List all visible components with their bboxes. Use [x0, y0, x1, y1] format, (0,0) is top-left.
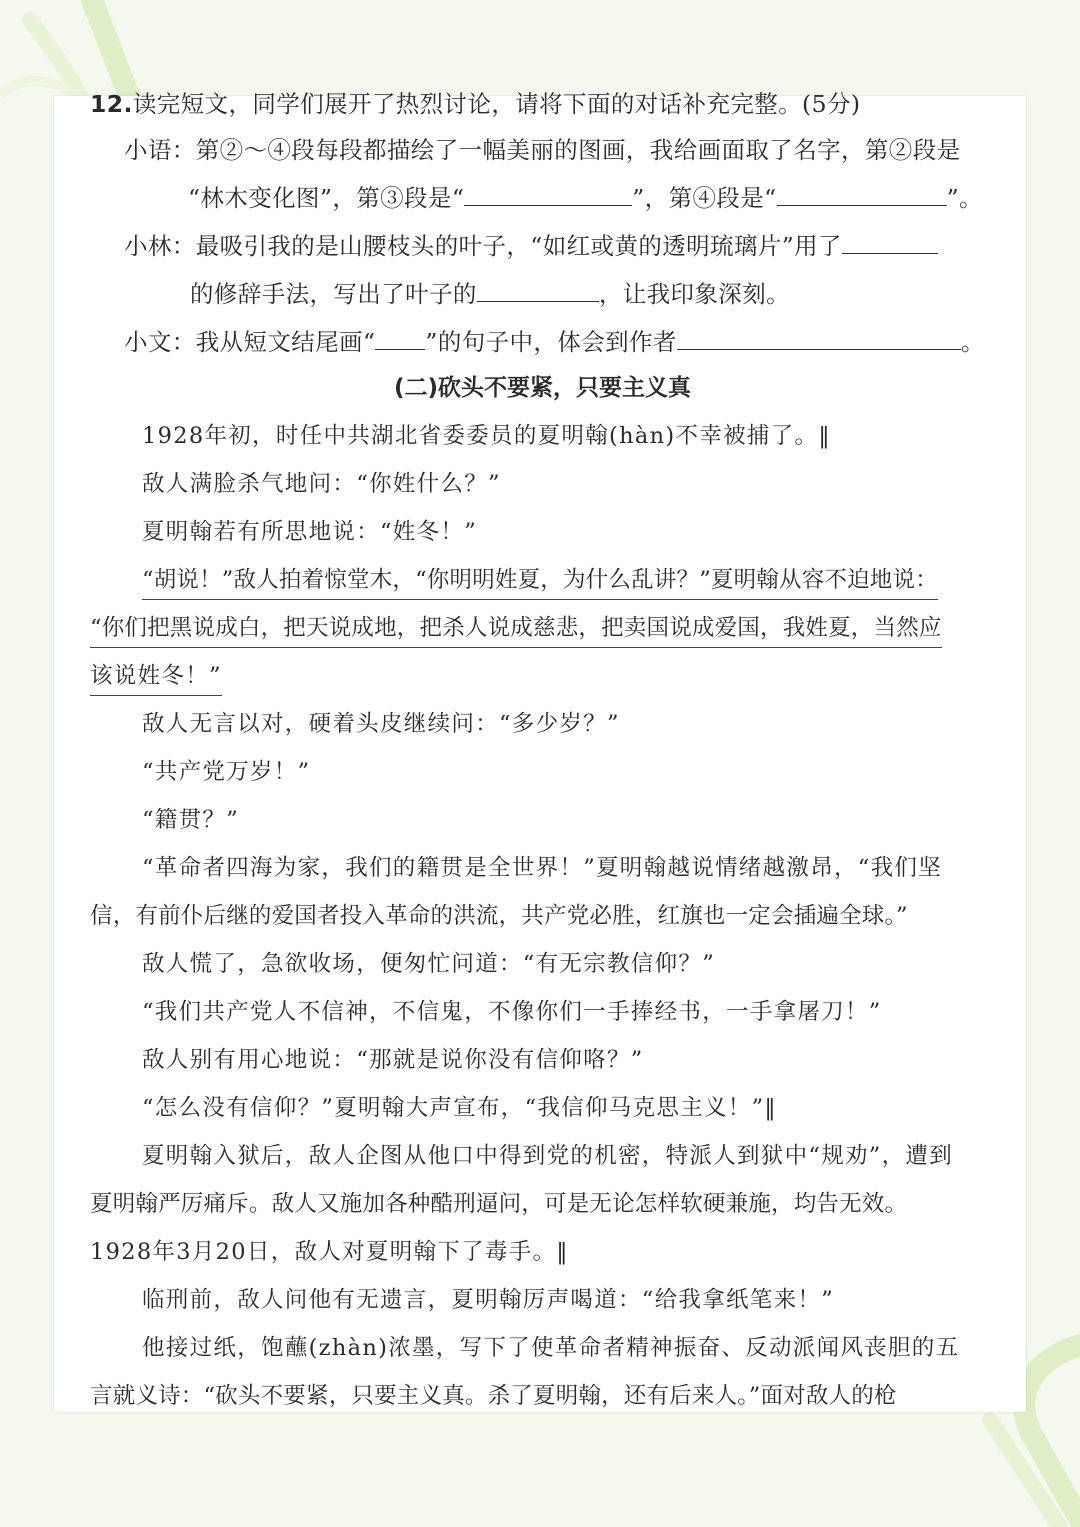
speaker-xiaoyu: 小语： [124, 136, 196, 164]
answer-blank-paragraph-4[interactable] [777, 183, 947, 206]
passage-line-underlined [90, 660, 222, 692]
passage-line: 夏明翰入狱后，敌人企图从他口中得到党的机密，特派人到狱中“规劝”，遭到 [142, 1143, 954, 1169]
xiaoyu-text-3: ”，第④段是“ [632, 184, 777, 212]
answer-blank-leaf-feature[interactable] [477, 279, 599, 302]
passage-line: “我们共产党人不信神，不信鬼，不像你们一手捧经书，一手拿屠刀！” [142, 999, 882, 1025]
xiaoyu-text-1: 第②～④段每段都描绘了一幅美丽的图画，我给画面取了名字，第②段是 [195, 136, 961, 164]
underlined-sentence: “胡说！”敌人拍着惊堂木，“你明明姓夏，为什么乱讲？”夏明翰从容不迫地说： [142, 567, 938, 600]
passage-line: 他接过纸，饱蘸(zhàn)浓墨，写下了使革命者精神振奋、反动派闻风丧胆的五 [142, 1335, 960, 1361]
passage-line: 夏明翰若有所思地说：“姓冬！” [142, 519, 478, 545]
passage-line: “籍贯？” [142, 807, 240, 833]
question-text: 读完短文，同学们展开了热烈讨论，请将下面的对话补充完整。(5分) [132, 90, 861, 118]
answer-blank-sentence[interactable] [375, 327, 425, 350]
passage-line: “革命者四海为家，我们的籍贯是全世界！”夏明翰越说情绪越激昂，“我们坚 [142, 855, 943, 881]
passage-line: 信，有前仆后继的爱国者投入革命的洪流，共产党必胜，红旗也一定会插遍全球。” [90, 903, 908, 929]
xiaolin-text-3: ，让我印象深刻。 [598, 280, 791, 308]
xiaowen-line [124, 326, 985, 358]
answer-blank-author-feeling[interactable] [677, 327, 961, 350]
passage-title: (二)砍头不要紧，只要主义真 [393, 375, 692, 401]
passage-line: 敌人别有用心地说：“那就是说你没有信仰咯？” [142, 1047, 644, 1073]
xiaolin-text-2: 的修辞手法，写出了叶子的 [190, 280, 477, 308]
xiaolin-line-2 [190, 278, 790, 310]
xiaoyu-line-2 [188, 182, 983, 214]
passage-line: “共产党万岁！” [142, 759, 311, 785]
answer-blank-paragraph-3[interactable] [464, 183, 632, 206]
passage-line: 敌人慌了，急欲收场，便匆忙问道：“有无宗教信仰？” [142, 951, 716, 977]
xiaowen-text-2: ”的句子中，体会到作者 [425, 328, 677, 356]
xiaolin-line-1 [124, 230, 938, 262]
xiaolin-text-1: 最吸引我的是山腰枝头的叶子，“如红或黄的透明琉璃片”用了 [195, 232, 842, 260]
passage-line: “怎么没有信仰？”夏明翰大声宣布，“我信仰马克思主义！”‖ [142, 1095, 777, 1121]
xiaowen-text-3: 。 [960, 328, 985, 356]
passage-line: 言就义诗：“砍头不要紧，只要主义真。杀了夏明翰，还有后来人。”面对敌人的枪 [90, 1383, 897, 1409]
passage-line: 夏明翰严厉痛斥。敌人又施加各种酷刑逼问，可是无论怎样软硬兼施，均告无效。 [90, 1191, 908, 1217]
passage-line-underlined [142, 564, 938, 596]
question-12-prompt [90, 88, 860, 120]
passage-line: 1928年初，时任中共湖北省委委员的夏明翰(hàn)不幸被捕了。‖ [142, 423, 831, 449]
xiaoyu-line-1 [124, 134, 961, 166]
xiaoyu-text-2: “林木变化图”，第③段是“ [188, 184, 465, 212]
xiaoyu-text-4: ”。 [946, 184, 983, 212]
question-number: 12. [90, 90, 133, 118]
speaker-xiaowen: 小文： [124, 328, 196, 356]
passage-line-underlined [90, 612, 942, 644]
underlined-sentence: “你们把黑说成白，把天说成地，把杀人说成慈悲，把卖国说成爱国，我姓夏，当然应 [90, 615, 942, 648]
xiaowen-text-1: 我从短文结尾画“ [195, 328, 376, 356]
passage-line: 敌人无言以对，硬着头皮继续问：“多少岁？” [142, 711, 620, 737]
passage-line: 1928年3月20日，敌人对夏明翰下了毒手。‖ [90, 1239, 569, 1265]
passage-line: 临刑前，敌人问他有无遗言，夏明翰厉声喝道：“给我拿纸笔来！” [142, 1287, 835, 1313]
speaker-xiaolin: 小林： [124, 232, 196, 260]
passage-line: 敌人满脸杀气地问：“你姓什么？” [142, 471, 501, 497]
underlined-sentence: 该说姓冬！” [90, 663, 222, 696]
answer-blank-rhetoric[interactable] [842, 231, 938, 254]
